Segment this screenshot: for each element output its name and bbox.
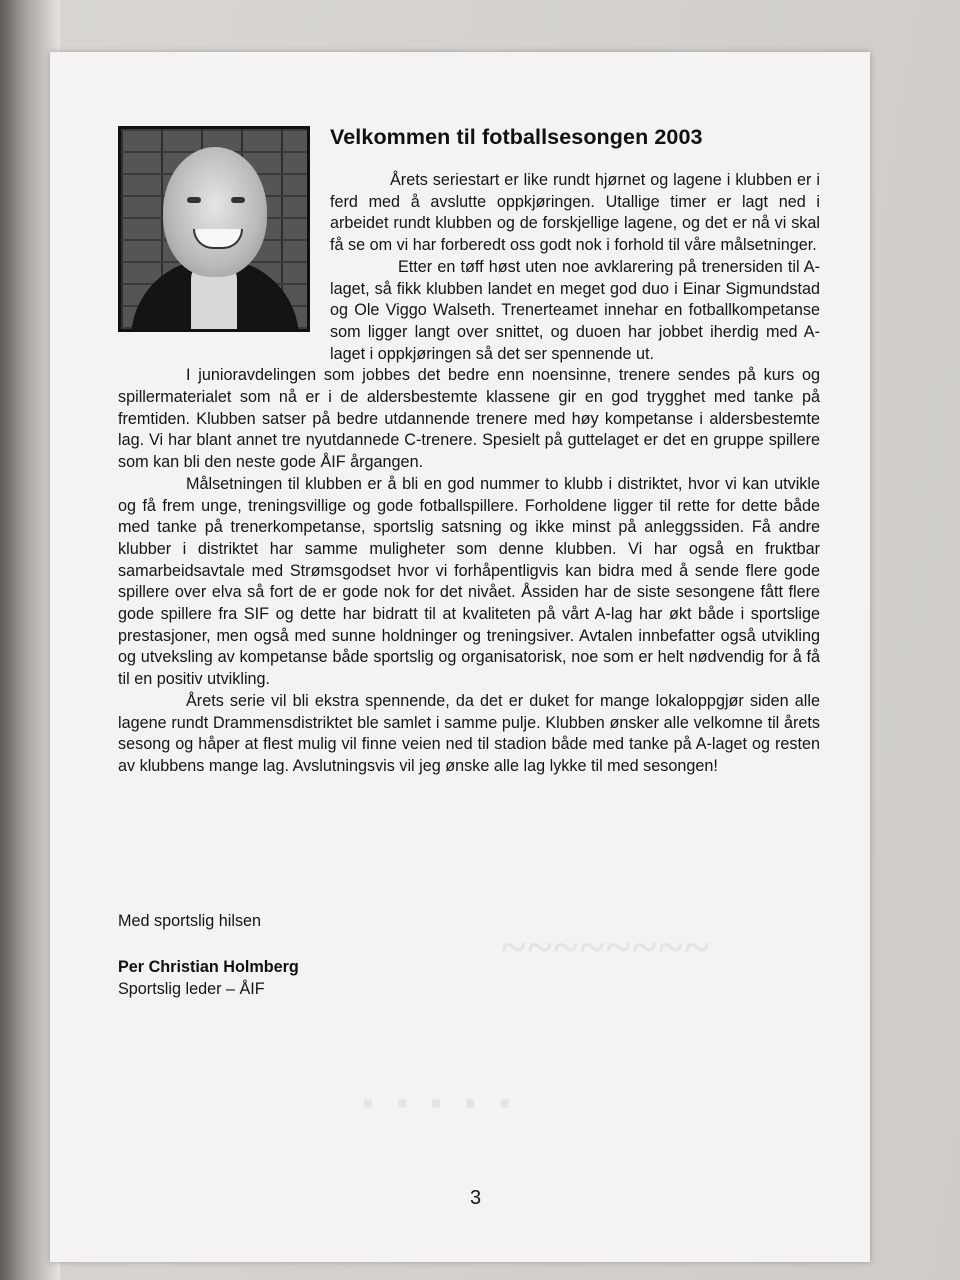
article-body [118,170,820,778]
article-title: Velkommen til fotballsesongen 2003 [330,125,703,149]
signature-role: Sportslig leder – ÅIF [118,980,265,998]
paragraph-2: Etter en tøff høst uten noe avklarering på trenersiden til A-laget, så fikk klubben landet en meget god duo i Einar Sigmundstad og Ole Viggo Walseth. Trenerteamet innehar en fotballkompetanse som ligger langt over snittet, og duoen har jobbet iherdig med A-laget i oppkjøringen så det ser spennende ut. [330,257,820,363]
paragraph-3: I junioravdelingen som jobbes det bedre enn noensinne, trenere sendes på kurs og spillermaterialet som nå er i de aldersbestemte klassene gir en god trygghet med tanke på fremtiden. Klubben satser på bedre utdannende trenere med høy kompetanse i aldersbestemte lag. Vi har blant annet tre nyutdannede C-trenere. Spesielt på guttelaget er det en gruppe spillere som kan bli den neste gode ÅIF årgangen. [118,366,820,472]
paragraph-4: Målsetningen til klubben er å bli en god nummer to klubb i distriktet, hvor vi kan utvikle og få frem unge, treningsvillige og gode fotballspillere. Forholdene ligger til rette for dette både med tanke på trenerkompetanse, sportslig satsning og ikke minst på anleggssiden. Få andre klubber i distriktet har samme muligheter som denne klubben. Vi har også en fruktbar samarbeidsavtale med Strømsgodset hvor vi forhåpentligvis kan bidra med å sende flere gode spillere over elva så fort de er gode nok for det nivået. Åssiden har de siste sesongene fått flere gode spillere fra SIF og dette har bidratt til at kvaliteten på vårt A-lag har økt både i sportslige prestasjoner, men også med sunne holdninger og treningsiver. Avtalen innbefatter også utvikling og utveksling av kompetanse både sportslig og organisatorisk, noe som er helt nødvendig for å få til en positiv utvikling. [118,474,820,689]
page-number: 3 [470,1187,482,1209]
paragraph-1: Årets seriestart er like rundt hjørnet og lagene i klubben er i ferd med å avslutte oppkjøringen. Utallige timer er lagt ned i arbeidet rundt klubben og de forskjellige lagene, og det er nå vi skal få se om vi har forberedt oss godt nok i forhold til våre målsetninger. [330,171,820,255]
signature-name: Per Christian Holmberg [118,958,299,976]
paragraph-5: Årets serie vil bli ekstra spennende, da det er duket for mange lokaloppgjør siden alle lagene rundt Drammensdistriktet ble samlet i samme pulje. Klubben ønsker alle velkomne til årets sesong og håper at flest mulig vil finne veien ned til stadion både med tanke på A-laget og resten av klubbens mange lag. Avslutningsvis vil jeg ønske alle lag lykke til med sesongen! [118,691,820,775]
photo-wrap-spacer [118,170,330,344]
closing-greeting: Med sportslig hilsen [118,912,262,930]
